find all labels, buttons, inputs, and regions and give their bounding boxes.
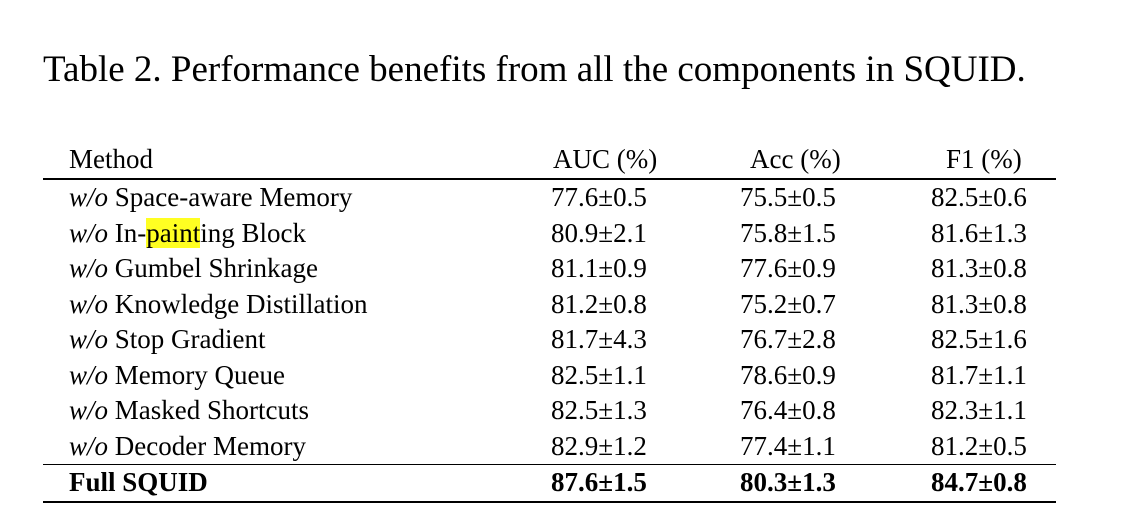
f1-cell: 82.5±0.6 [931,182,1027,212]
method-cell [69,180,352,216]
table-row [43,180,1056,216]
acc-cell: 75.5±0.5 [740,182,836,212]
method-prefix: w/o [69,324,109,354]
column-header-acc: Acc (%) [750,144,841,174]
method-prefix: w/o [69,359,109,390]
method-prefix: w/o [69,182,109,212]
method-name: Knowledge Distillation [114,288,368,319]
f1-cell: 82.5±1.6 [931,324,1027,354]
acc-cell: 77.6±0.9 [740,253,836,283]
method-cell [69,358,285,394]
table-header-row [43,140,1056,178]
acc-cell: 78.6±0.9 [740,359,836,390]
table-row-full-squid [43,465,1056,501]
method-prefix: w/o [69,288,109,319]
table-row [43,358,1056,394]
column-header-f1: F1 (%) [946,144,1022,174]
method-prefix: w/o [69,395,109,425]
method-name: Gumbel Shrinkage [114,253,318,283]
method-cell [69,322,266,358]
table-row [43,393,1056,429]
f1-cell: 81.2±0.5 [931,430,1027,461]
auc-cell: 81.1±0.9 [551,253,647,283]
f1-cell: 81.7±1.1 [931,359,1027,390]
table-row [43,251,1056,287]
auc-cell: 82.9±1.2 [551,430,647,461]
method-cell [69,393,309,429]
method-name: In- [114,217,147,248]
method-prefix: w/o [69,430,109,461]
bottom-rule [43,501,1056,503]
method-cell [69,216,306,252]
auc-cell: 81.7±4.3 [551,324,647,354]
method-cell [69,251,318,287]
ablation-rows [43,180,1056,464]
method-prefix: w/o [69,217,109,248]
auc-cell: 81.2±0.8 [551,288,647,319]
f1-cell: 81.3±0.8 [931,288,1027,319]
table-caption: Table 2. Performance benefits from all the components in SQUID. [43,49,1026,90]
column-header-method: Method [69,144,153,174]
column-header-auc: AUC (%) [553,144,658,174]
table-row [43,429,1056,465]
method-name: Decoder Memory [114,430,306,461]
f1-cell: 84.7±0.8 [931,467,1027,497]
acc-cell: 76.7±2.8 [740,324,836,354]
method-name: Stop Gradient [114,324,266,354]
method-name-rest: ing Block [200,217,306,248]
auc-cell: 77.6±0.5 [551,182,647,212]
acc-cell: 75.8±1.5 [740,217,836,248]
results-table [43,140,1056,503]
method-prefix: w/o [69,253,109,283]
method-cell [69,287,367,323]
f1-cell: 81.6±1.3 [931,217,1027,248]
method-cell: Full SQUID [69,467,208,497]
highlighted-text: paint [146,217,201,248]
f1-cell: 82.3±1.1 [931,395,1027,425]
acc-cell: 80.3±1.3 [740,467,836,497]
f1-cell: 81.3±0.8 [931,253,1027,283]
method-cell [69,429,306,465]
method-name: Masked Shortcuts [114,395,309,425]
auc-cell: 82.5±1.3 [551,395,647,425]
table-row [43,216,1056,252]
auc-cell: 87.6±1.5 [551,467,647,497]
table-row [43,287,1056,323]
method-name: Space-aware Memory [114,182,353,212]
acc-cell: 75.2±0.7 [740,288,836,319]
acc-cell: 76.4±0.8 [740,395,836,425]
auc-cell: 80.9±2.1 [551,217,647,248]
table-row [43,322,1056,358]
method-name: Memory Queue [114,359,285,390]
auc-cell: 82.5±1.1 [551,359,647,390]
acc-cell: 77.4±1.1 [740,430,836,461]
